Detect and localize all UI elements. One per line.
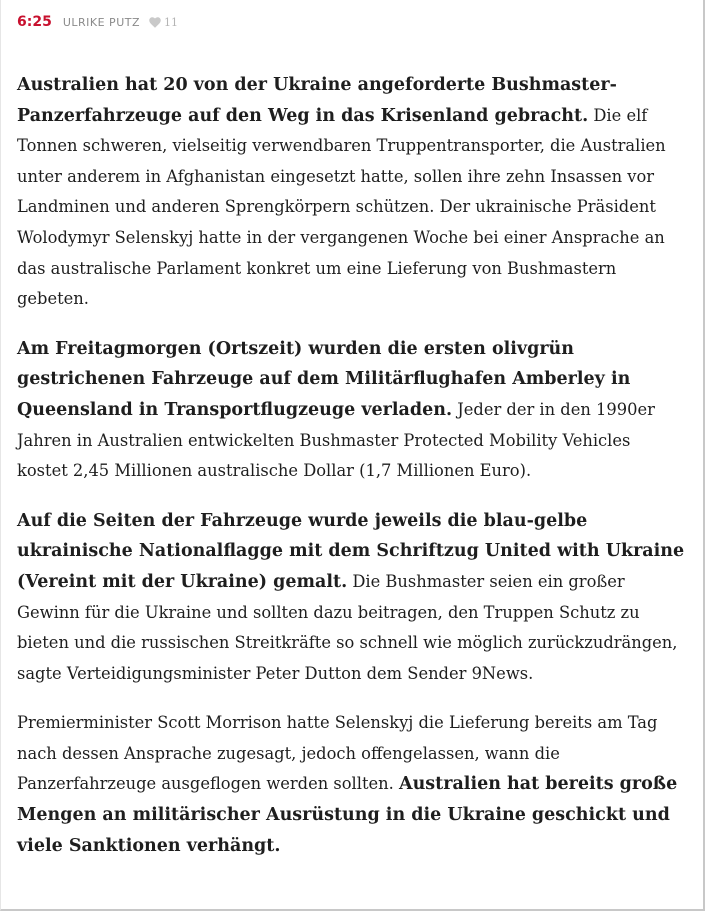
post-time[interactable]: 6:25 [17,14,52,30]
paragraph-2-lead: Am Freitagmorgen (Ortszeit) wurden die ersten olivgrün gestrichenen Fahrzeuge auf dem Militärflughafen Amberley in Queensland in Transportflugzeuge verladen. [17,338,631,420]
paragraph-1 [17,70,685,315]
paragraph-1-text: Die elf Tonnen schweren, vielseitig verwendbaren Truppentransporter, die Australien unter anderem in Afghanistan eingesetzt hatte, sollen ihre zehn Insassen vor Landminen und anderen Sprengkörpern schützen. Der ukrainische Präsident Wolodymyr Selenskyj hatte in der vergangenen Woche bei einer Ansprache an das australische Parlament konkret um eine Lieferung von Bushmastern gebeten. [17,105,666,309]
paragraph-4-emphasis: Australien hat bereits große Mengen an militärischer Ausrüstung in die Ukraine geschickt und viele Sanktionen verhängt. [17,774,678,856]
paragraph-3-lead: Auf die Seiten der Fahrzeuge wurde jeweils die blau-gelbe ukrainische Nationalflagge mit dem Schriftzug United with Ukraine (Vereint mit der Ukraine) gemalt. [17,510,685,592]
paragraph-3-text: Die Bushmaster seien ein großer Gewinn für die Ukraine und sollten dazu beitragen, den Truppen Schutz zu bieten und die russischen Streitkräfte so schnell wie möglich zurückzudrängen, sagte Verteidigungsminister Peter Dutton dem Sender 9News. [17,571,678,683]
paragraph-4 [17,708,685,861]
post-meta [17,12,178,32]
paragraph-4-text: Premierminister Scott Morrison hatte Selenskyj die Lieferung bereits am Tag nach dessen Ansprache zugesagt, jedoch offengelassen, wann die Panzerfahrzeuge ausgeflogen werden sollten. [17,713,658,794]
paragraph-2-text: Jeder der in den 1990er Jahren in Australien entwickelten Bushmaster Protected Mobility Vehicles kostet 2,45 Millionen australische Dollar (1,7 Millionen Euro). [17,399,655,481]
author-name[interactable]: ULRIKE PUTZ [62,15,140,29]
like-count: 11 [164,15,178,29]
paragraph-1-lead: Australien hat 20 von der Ukraine angeforderte Bushmaster-Panzerfahrzeuge auf den Weg in das Krisenland gebracht. [17,75,617,126]
paragraph-2 [17,334,685,487]
heart-icon[interactable] [149,17,161,28]
paragraph-3 [17,506,685,690]
article-body [17,70,685,880]
